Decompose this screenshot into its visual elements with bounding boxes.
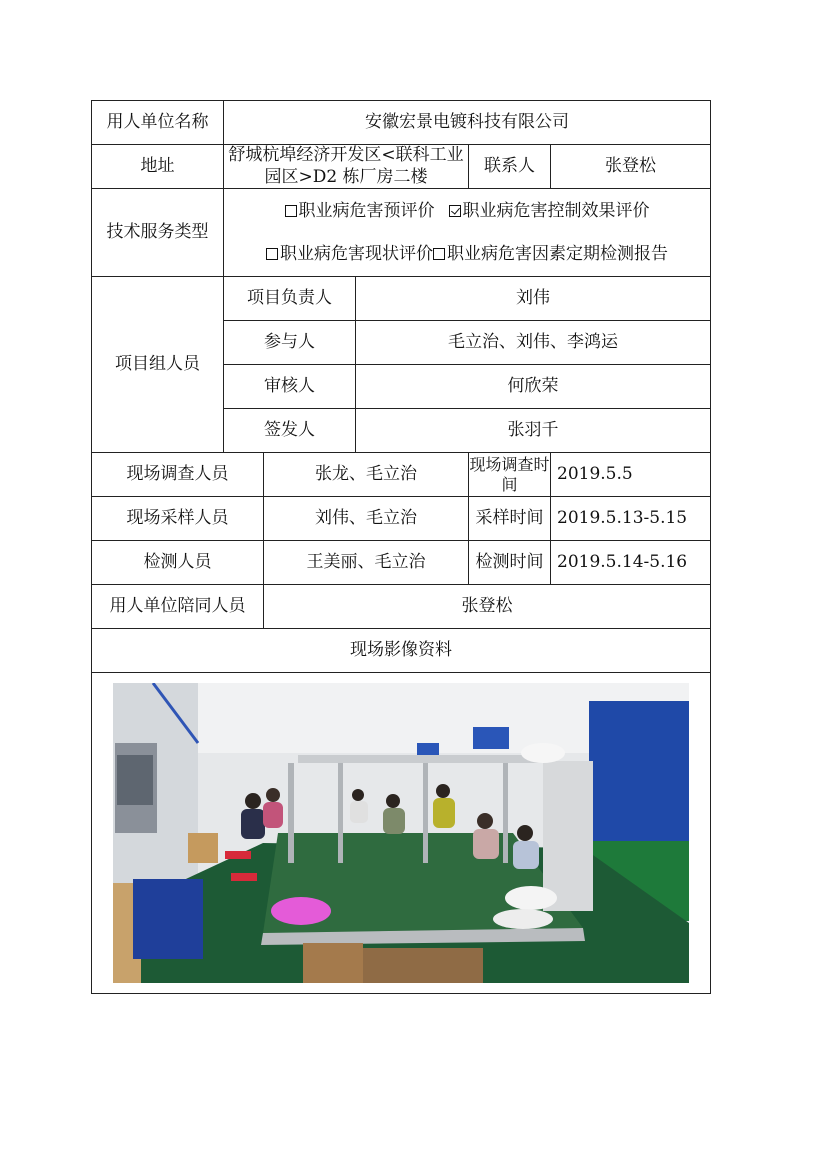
- photo-cell: [92, 673, 711, 994]
- escort-value: 张登松: [264, 585, 711, 629]
- checkbox-pre-assessment[interactable]: [285, 205, 297, 217]
- sampling-staff-label: 现场采样人员: [92, 497, 264, 541]
- address-line-2: 园区>D2 栋厂房二楼: [264, 166, 428, 187]
- team-role-lead: 项目负责人: [224, 277, 356, 321]
- team-name-issuer: 张羽千: [356, 409, 711, 453]
- option-periodic-testing: 职业病危害因素定期检测报告: [447, 243, 669, 264]
- address-value: [224, 145, 469, 189]
- checkbox-status-assessment[interactable]: [266, 248, 278, 260]
- site-photo: [113, 683, 689, 983]
- team-name-participants: 毛立治、刘伟、李鸿运: [356, 321, 711, 365]
- option-pre-assessment: 职业病危害预评价: [298, 200, 435, 221]
- sampling-time-label: 采样时间: [469, 497, 551, 541]
- sampling-time-value: 2019.5.13-5.15: [551, 497, 711, 541]
- service-type-label: 技术服务类型: [92, 189, 224, 277]
- checkbox-control-effect[interactable]: [449, 205, 461, 217]
- testing-time-value: 2019.5.14-5.16: [551, 541, 711, 585]
- survey-time-value: 2019.5.5: [551, 453, 711, 497]
- photo-section-title: 现场影像资料: [92, 629, 711, 673]
- testing-time-label: 检测时间: [469, 541, 551, 585]
- address-line-1: 舒城杭埠经济开发区<联科工业: [228, 145, 464, 166]
- team-name-lead: 刘伟: [356, 277, 711, 321]
- testing-staff-value: 王美丽、毛立治: [264, 541, 469, 585]
- testing-staff-label: 检测人员: [92, 541, 264, 585]
- team-name-reviewer: 何欣荣: [356, 365, 711, 409]
- team-role-participants: 参与人: [224, 321, 356, 365]
- contact-label: 联系人: [469, 145, 551, 189]
- survey-staff-value: 张龙、毛立治: [264, 453, 469, 497]
- survey-staff-label: 现场调查人员: [92, 453, 264, 497]
- sampling-staff-value: 刘伟、毛立治: [264, 497, 469, 541]
- team-label: 项目组人员: [92, 277, 224, 453]
- site-photo-illustration: [113, 683, 689, 983]
- employer-label: 用人单位名称: [92, 101, 224, 145]
- checkbox-periodic-testing[interactable]: [433, 248, 445, 260]
- team-role-issuer: 签发人: [224, 409, 356, 453]
- escort-label: 用人单位陪同人员: [92, 585, 264, 629]
- service-type-options: [224, 189, 711, 277]
- info-form-table: [91, 100, 711, 994]
- employer-name: 安徽宏景电镀科技有限公司: [224, 101, 711, 145]
- address-label: 地址: [92, 145, 224, 189]
- option-control-effect: 职业病危害控制效果评价: [462, 200, 650, 221]
- survey-time-label: 现场调查时间: [469, 453, 551, 497]
- contact-value: 张登松: [551, 145, 711, 189]
- option-status-assessment: 职业病危害现状评价: [280, 243, 434, 264]
- team-role-reviewer: 审核人: [224, 365, 356, 409]
